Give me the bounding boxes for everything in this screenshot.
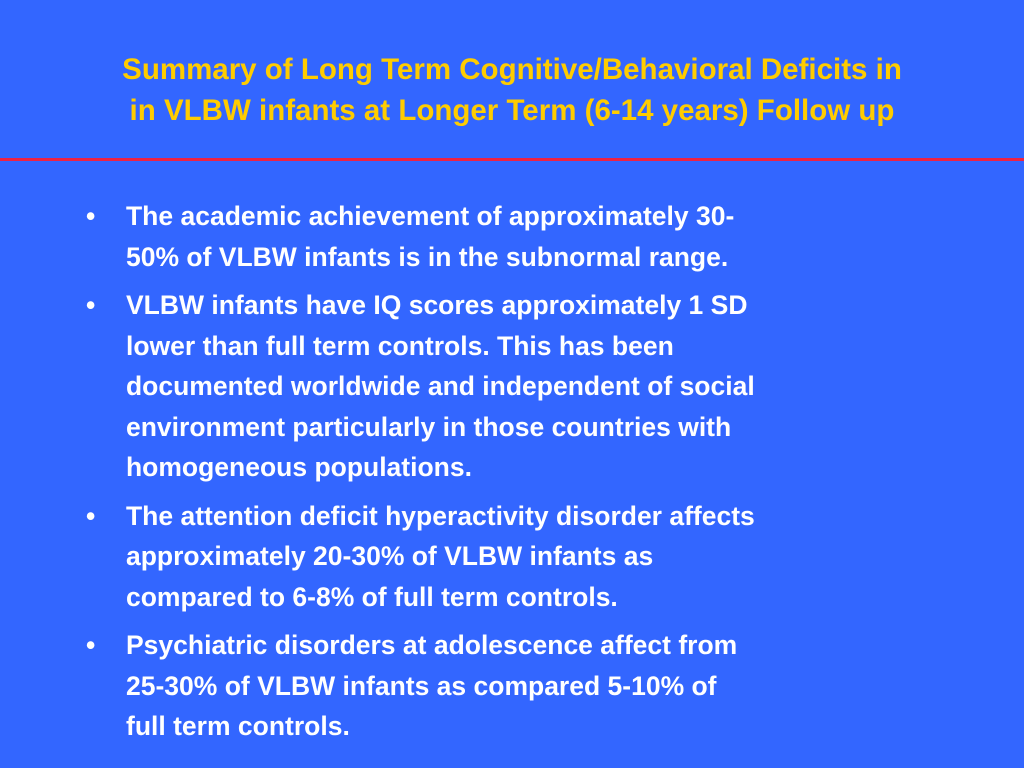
bullet-text-line: 25-30% of VLBW infants as compared 5-10% of — [126, 670, 717, 701]
bullet-item-academic — [84, 196, 964, 277]
bullet-text-line: VLBW infants have IQ scores approximately 1 SD — [126, 290, 748, 320]
bullet-text-line: The academic achievement of approximately 30- — [126, 201, 735, 231]
slide-title-line-1: Summary of Long Term Cognitive/Behavioral Deficits in — [122, 53, 902, 86]
bullet-item-psychiatric — [84, 625, 964, 747]
bullet-marker: • — [86, 290, 96, 320]
slide-title — [0, 49, 1024, 131]
bullet-text-line: lower than full term controls. This has been — [126, 330, 674, 361]
bullet-text-line: approximately 20-30% of VLBW infants as — [126, 541, 654, 571]
bullet-text-line: documented worldwide and independent of social — [126, 371, 755, 401]
bullet-item-adhd — [84, 496, 964, 618]
bullet-text-line: environment particularly in those countries with — [126, 411, 732, 442]
bullet-text-line: 50% of VLBW infants is in the subnormal range. — [126, 241, 729, 272]
bullet-text-line: full term controls. — [126, 711, 350, 741]
bullet-text-line: compared to 6-8% of full term controls. — [126, 581, 618, 612]
bullet-text-line: The attention deficit hyperactivity disorder affects — [126, 500, 755, 531]
title-divider — [0, 158, 1024, 161]
bullet-text-line: Psychiatric disorders at adolescence affect from — [126, 630, 738, 660]
bullet-marker: • — [86, 201, 96, 231]
bullet-item-iq-scores — [84, 285, 964, 488]
slide-title-line-2: in VLBW infants at Longer Term (6-14 years) Follow up — [129, 94, 895, 127]
bullet-text-line: homogeneous populations. — [126, 452, 472, 482]
bullet-list — [84, 196, 964, 755]
bullet-marker: • — [86, 630, 96, 660]
bullet-marker: • — [86, 500, 96, 531]
